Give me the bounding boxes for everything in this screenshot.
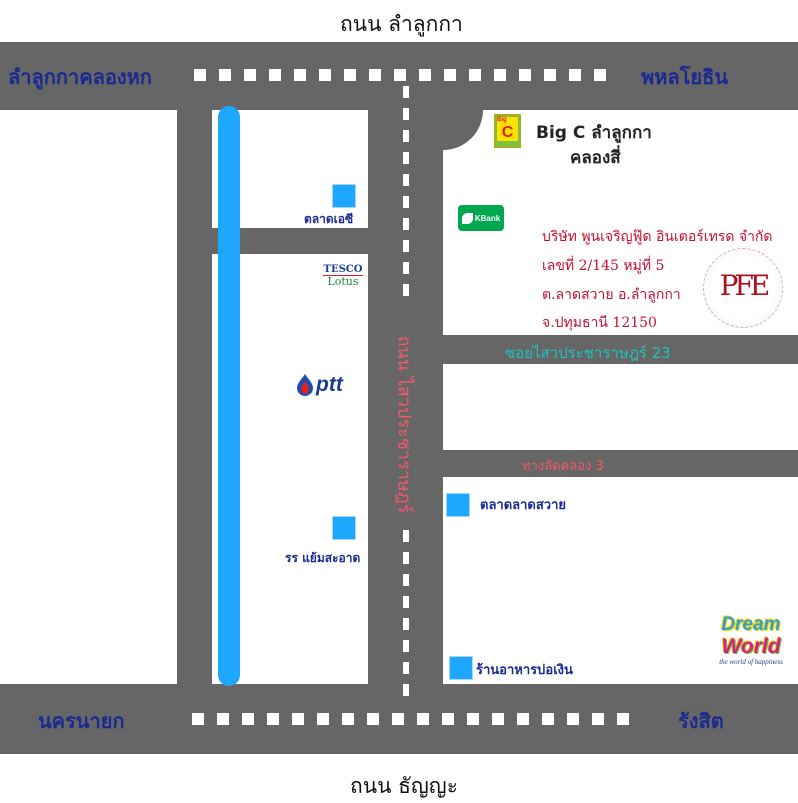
lane-dash [403, 530, 409, 542]
kbank-text: KBank [474, 213, 501, 223]
lane-dash [403, 86, 409, 98]
dreamworld-tagline: the world of happiness [719, 658, 783, 666]
lotus-text: Lotus [327, 275, 359, 288]
road-label-sawai-pracharat: ถนน ไสวประชาราษฎร์ [393, 335, 415, 514]
dreamworld-text-1: Dream [721, 614, 781, 635]
company-address-1: เลขที่ 2/145 หมู่ที่ 5 [542, 258, 665, 274]
block-far-left [0, 110, 177, 684]
lane-dash [292, 713, 304, 725]
bigc-label-line2: คลองสี่ [570, 148, 621, 168]
lane-dash [192, 713, 204, 725]
lane-dash [403, 152, 409, 164]
lane-dash [242, 713, 254, 725]
lane-dash [569, 69, 581, 81]
lane-dash [317, 713, 329, 725]
restaurant-label: ร้านอาหารบ่อเงิน [476, 663, 573, 678]
lane-dash [567, 713, 579, 725]
kbank-logo [458, 205, 504, 231]
lane-dash [519, 69, 531, 81]
lane-dash [403, 574, 409, 586]
ptt-flame-icon [296, 373, 314, 397]
block-right-middle [443, 364, 798, 450]
lane-dash [403, 284, 409, 296]
road-label-soi-23: ซอยไสวประชาราษฎร์ 23 [505, 344, 671, 362]
lane-dash [403, 196, 409, 208]
market-ac-label: ตลาดเอซี [304, 212, 354, 226]
lane-dash [367, 713, 379, 725]
lane-dash [594, 69, 606, 81]
market-ac-marker [332, 184, 356, 208]
lane-dash [342, 713, 354, 725]
lane-dash [419, 69, 431, 81]
lane-dash [403, 596, 409, 608]
lane-dash [269, 69, 281, 81]
lane-dash [444, 69, 456, 81]
bigc-label-line1: Big C ลำลูกกา [536, 123, 652, 143]
lane-dash [392, 713, 404, 725]
lane-dash [244, 69, 256, 81]
company-address-3: จ.ปทุมธานี 12150 [542, 315, 657, 331]
lane-dash [617, 713, 629, 725]
lane-dash [467, 713, 479, 725]
lane-dash [194, 69, 206, 81]
lane-dash [517, 713, 529, 725]
dreamworld-text-2: World [721, 635, 781, 658]
lane-dash [442, 713, 454, 725]
school-label: รร แย้มสะอาด [285, 551, 361, 565]
lane-dash [267, 713, 279, 725]
lane-dash [403, 662, 409, 674]
bottom-road-title: ถนน ธัญญะ [350, 774, 458, 798]
company-name: บริษัท พูนเจริญฟู๊ด อินเตอร์เทรด จำกัด [542, 229, 773, 245]
lane-dash [294, 69, 306, 81]
bigc-logo-top: Big [497, 117, 518, 124]
ptt-logo [296, 372, 343, 398]
lane-dash [403, 618, 409, 630]
bigc-logo [494, 114, 521, 148]
lane-dash [344, 69, 356, 81]
lat-sawai-market-marker [446, 493, 470, 517]
company-logo-text: PFE [719, 269, 767, 302]
tesco-lotus-logo [323, 264, 363, 287]
lane-dash [494, 69, 506, 81]
canal [218, 106, 240, 686]
road-label-rangsit: รังสิต [678, 709, 724, 733]
lane-dash [403, 218, 409, 230]
lane-dash [403, 684, 409, 696]
lane-dash [403, 552, 409, 564]
lane-dash [544, 69, 556, 81]
restaurant-marker [449, 656, 473, 680]
lane-dash [394, 69, 406, 81]
ptt-text: ptt [316, 373, 343, 396]
bigc-logo-letter: C [497, 124, 518, 141]
lane-dash [403, 640, 409, 652]
lane-dash [469, 69, 481, 81]
road-label-nakhon-nayok: นครนายก [38, 709, 125, 733]
lane-dash [403, 174, 409, 186]
lane-dash [403, 240, 409, 252]
kbank-leaf-icon [462, 213, 473, 224]
lane-dash [403, 262, 409, 274]
dreamworld-logo [710, 614, 792, 684]
company-address-2: ต.ลาดสวาย อ.ลำลูกกา [542, 287, 681, 303]
lane-dash [369, 69, 381, 81]
lane-dash [417, 713, 429, 725]
lane-dash [542, 713, 554, 725]
lane-dash [592, 713, 604, 725]
lane-dash [403, 108, 409, 120]
lane-dash [219, 69, 231, 81]
lane-dash [217, 713, 229, 725]
lane-dash [403, 130, 409, 142]
road-label-phahonyothin: พหลโยธิน [641, 65, 728, 89]
lane-dash [492, 713, 504, 725]
lane-dash [319, 69, 331, 81]
lat-sawai-market-label: ตลาดลาดสวาย [480, 498, 567, 513]
school-marker [332, 516, 356, 540]
company-logo [703, 248, 783, 328]
road-label-lamlukka-khlong-hok: ลำลูกกาคลองหก [8, 65, 152, 89]
tesco-text: TESCO [323, 264, 363, 275]
top-road-title: ถนน ลำลูกกา [340, 12, 463, 36]
road-label-shortcut-khlong-3: ทางลัดคลอง 3 [522, 459, 604, 474]
